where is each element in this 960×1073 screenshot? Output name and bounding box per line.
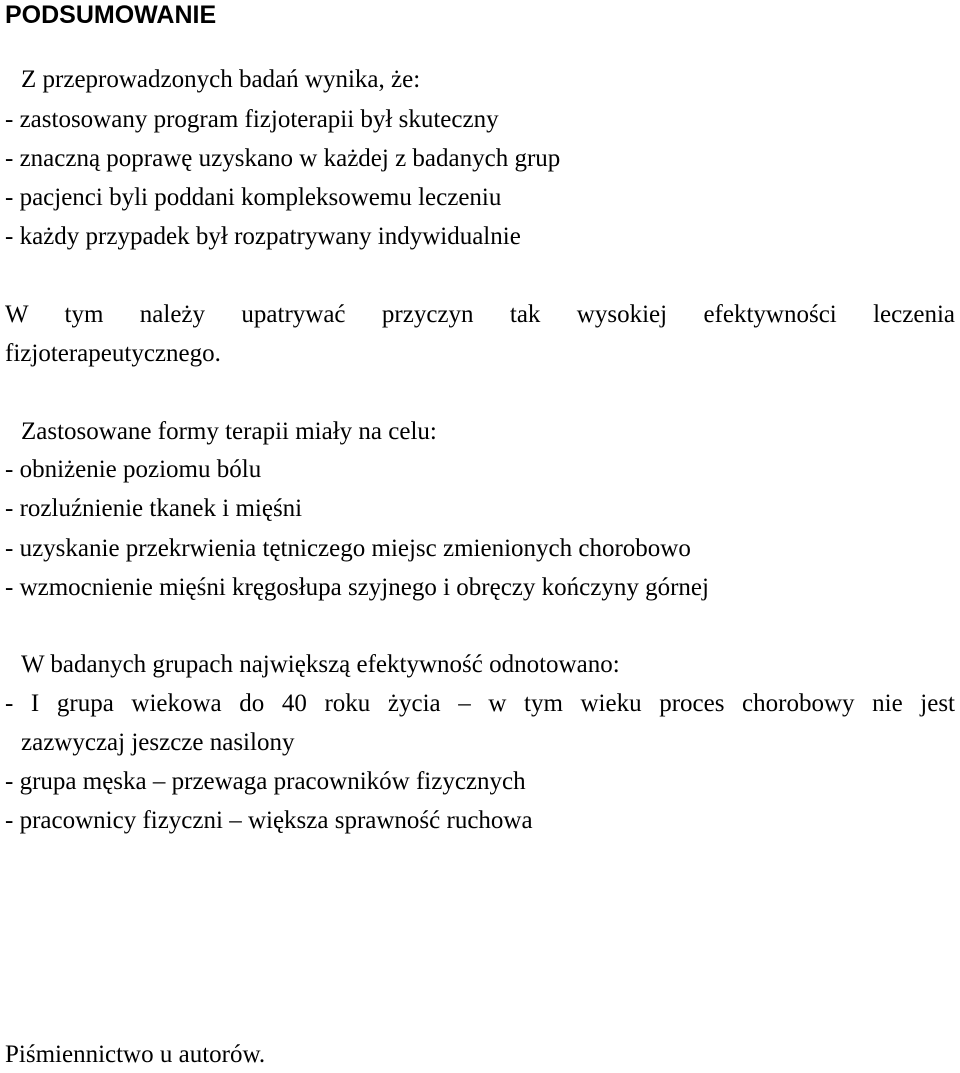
list-item: - uzyskanie przekrwienia tętniczego miejsc zmienionych chorobowo [5,535,691,562]
section2-paragraph-line2: fizjoterapeutycznego. [5,340,221,367]
list-item: - I grupa wiekowa do 40 roku życia – w tym wieku proces chorobowy nie jest [5,690,955,717]
section3-intro: Zastosowane formy terapii miały na celu: [21,418,437,445]
list-item: - wzmocnienie mięśni kręgosłupa szyjnego i obręczy kończyny górnej [5,574,709,601]
page-title: PODSUMOWANIE [5,1,217,29]
list-item: - grupa męska – przewaga pracowników fizycznych [5,768,526,795]
section2-paragraph-line1: W tym należy upatrywać przyczyn tak wysokiej efektywności leczenia [5,301,955,328]
list-item: - pracownicy fizyczni – większa sprawność ruchowa [5,807,533,834]
footer-note: Piśmiennictwo u autorów. [5,1041,266,1068]
section1-intro: Z przeprowadzonych badań wynika, że: [21,66,421,93]
list-item: - każdy przypadek był rozpatrywany indywidualnie [5,223,521,250]
list-item: - rozluźnienie tkanek i mięśni [5,495,303,522]
list-item: - obniżenie poziomu bólu [5,456,262,483]
list-item: - znaczną poprawę uzyskano w każdej z badanych grup [5,145,561,172]
list-item-continuation: zazwyczaj jeszcze nasilony [21,729,295,756]
list-item: - zastosowany program fizjoterapii był skuteczny [5,106,499,133]
section4-intro: W badanych grupach największą efektywność odnotowano: [21,651,620,678]
list-item: - pacjenci byli poddani kompleksowemu leczeniu [5,184,502,211]
